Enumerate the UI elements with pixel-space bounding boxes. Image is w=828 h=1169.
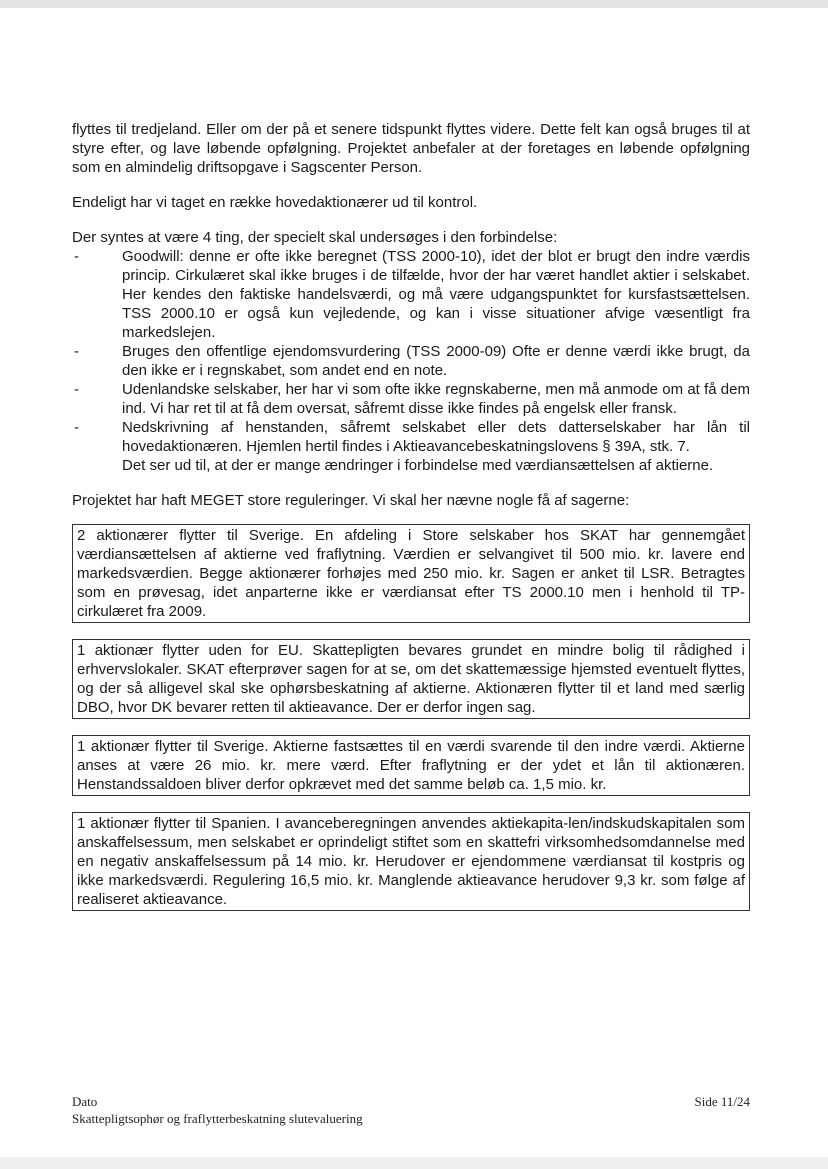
page-body (72, 120, 750, 911)
list-item-text: Nedskrivning af henstanden, såfremt selskabet eller dets datterselskaber har lån til hovedaktionæren. Hjemlen hertil findes i Aktieavancebeskatningslovens § 39A, stk. 7. (122, 419, 750, 455)
paragraph-control: Endeligt har vi taget en række hovedaktionærer ud til kontrol. (72, 194, 478, 211)
scan-bottom-edge (0, 1157, 828, 1169)
case-box: 2 aktionærer flytter til Sverige. En afdeling i Store selskaber hos SKAT har gennemgået værdiansættelsen af aktierne ved fraflytning. Værdien er selvangivet til 500 mio. kr. lavere end markedsværdien. Begge aktionærer forhøjes med 250 mio. kr. Sagen er anket til LSR. Betragtes som en prøvesag, idet anparterne ikke er værdiansat efter TS 2000.10 men i henhold til TP-cirkulæret fra 2009. (72, 524, 750, 623)
scan-top-edge (0, 0, 828, 8)
paragraph-cases-intro: Projektet har haft MEGET store reguleringer. Vi skal her nævne nogle få af sagerne: (72, 492, 630, 509)
page-footer (72, 1093, 750, 1127)
list-item-text: Bruges den offentlige ejendomsvurdering (TSS 2000-09) Ofte er denne værdi ikke brugt, da den ikke er i regnskabet, som andet end en note. (122, 343, 750, 379)
list-item (72, 418, 750, 456)
bullet-list (72, 247, 750, 456)
bullet-dash: - (74, 248, 79, 265)
list-item (72, 380, 750, 418)
bullet-dash: - (74, 419, 79, 436)
list-item (72, 342, 750, 380)
footer-document-title: Skattepligtsophør og fraflytterbeskatning slutevaluering (72, 1111, 363, 1126)
footer-date-label: Dato (72, 1094, 98, 1109)
paragraph-list-conclusion: Det ser ud til, at der er mange ændringer i forbindelse med værdiansættelsen af aktierne. (122, 457, 714, 474)
bullet-dash: - (74, 343, 79, 360)
bullet-dash: - (74, 381, 79, 398)
footer-page-number: Side 11/24 (694, 1094, 750, 1109)
list-item-text: Udenlandske selskaber, her har vi som ofte ikke regnskaberne, men må anmode om at få dem ind. Vi har ret til at få dem oversat, såfremt disse ikke findes på engelsk eller fransk. (122, 381, 750, 417)
list-item-text: Goodwill: denne er ofte ikke beregnet (TSS 2000-10), idet der blot er brugt den indre værdis princip. Cirkulæret skal ikke bruges i de tilfælde, hvor der har været handlet aktier i selskabet. Her kendes den faktiske handelsværdi, og må være udgangspunktet for kursfastsættelsen. TSS 2000.10 er også kun vejledende, og kan i visse situationer afvige væsentligt fra markedslejen. (122, 248, 750, 341)
case-box: 1 aktionær flytter til Sverige. Aktierne fastsættes til en værdi svarende til den indre værdi. Aktierne anses at være 26 mio. kr. mere værd. Efter fraflytning er der ydet et lån til aktionæren. Henstandssaldoen bliver derfor opkrævet med det samme beløb ca. 1,5 mio. kr. (72, 735, 750, 796)
paragraph-continuation: flyttes til tredjeland. Eller om der på et senere tidspunkt flyttes videre. Dette felt kan også bruges til at styre efter, og lave løbende opfølgning. Projektet anbefaler at der foretages en løbende opfølgning som en almindelig driftsopgave i Sagscenter Person. (72, 121, 750, 176)
case-box: 1 aktionær flytter uden for EU. Skattepligten bevares grundet en mindre bolig til rådighed i erhvervslokaler. SKAT efterprøver sagen for at se, om det skattemæssige hjemsted eventuelt flyttes, og der så alligevel skal ske ophørsbeskatning af aktierne. Aktionæren flytter til et land med særlig DBO, hvor DK bevarer retten til aktieavance. Der er derfor ingen sag. (72, 639, 750, 719)
case-box: 1 aktionær flytter til Spanien. I avanceberegningen anvendes aktiekapita-len/indskudskapitalen som anskaffelsessum, men selskabet er oprindeligt stiftet som en skattefri virksomhedsomdannelse med en negativ anskaffelsessum på 14 mio. kr. Herudover er ejendommene værdiansat til kostpris og ikke markedsværdi. Regulering 16,5 mio. kr. Manglende aktieavance herudover 9,3 kr. som følge af realiseret aktieavance. (72, 812, 750, 911)
list-item (72, 247, 750, 342)
paragraph-intro-list: Der syntes at være 4 ting, der specielt skal undersøges i den forbindelse: (72, 229, 558, 246)
